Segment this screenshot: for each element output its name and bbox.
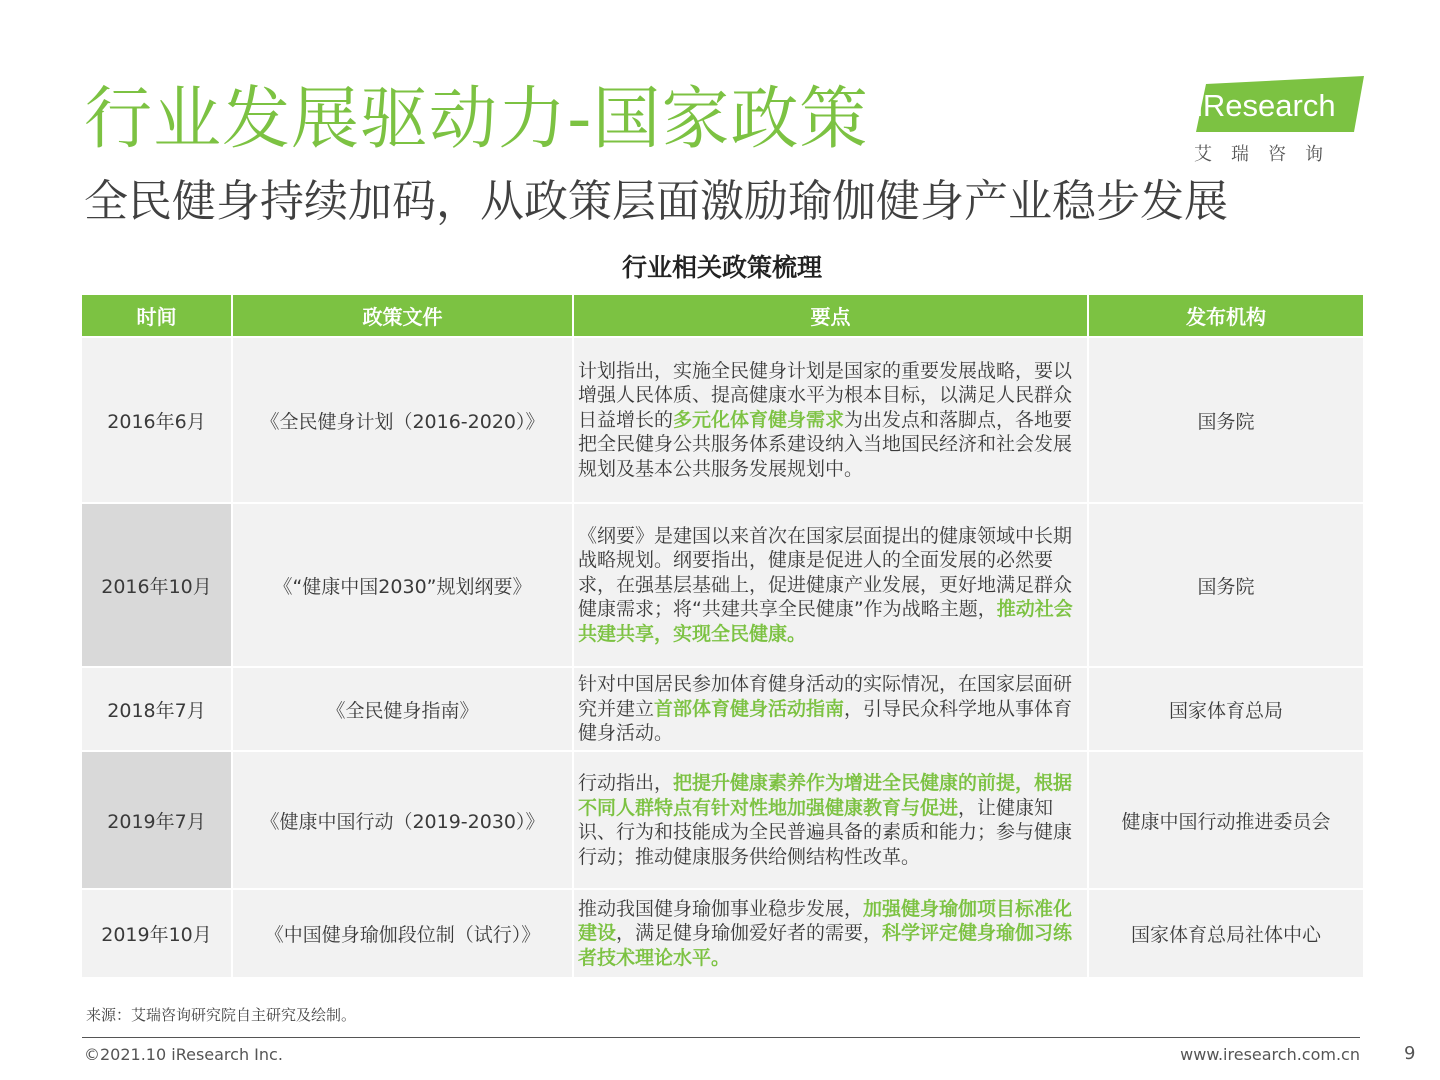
cell-time: 2018年7月 <box>82 667 232 751</box>
point-text: 《纲要》是建国以来首次在国家层面提出的健康领域中长期战略规划。纲要指出，健康是促进人的全面发展的必然要求，在强基层基础上，促进健康产业发展，更好地满足群众健康需求；将“共建共享全民健康”作为战略主题， <box>578 524 1073 621</box>
cell-time: 2019年7月 <box>82 751 232 889</box>
logo-subtext: 艾瑞咨询 <box>1194 144 1342 165</box>
highlight-text: 科学评定健身瑜伽习练者技术理论水平。 <box>578 922 1073 969</box>
cell-time: 2016年6月 <box>82 337 232 503</box>
cell-time: 2019年10月 <box>82 889 232 977</box>
point-text: 推动我国健身瑜伽事业稳步发展， <box>578 897 864 920</box>
table-row <box>82 889 1363 977</box>
header-document: 政策文件 <box>232 295 573 337</box>
point-text: 针对中国居民参加体育健身活动的实际情况，在国家层面研究并建立 <box>578 673 1073 720</box>
highlight-text: 首部体育健身活动指南 <box>654 697 845 720</box>
copyright: ©2021.10 iResearch Inc. <box>84 1045 283 1064</box>
cell-document: 《全民健身计划（2016-2020）》 <box>232 337 573 503</box>
iresearch-logo <box>1192 74 1368 164</box>
highlight-text: 把提升健康素养作为增进全民健康的前提，根据不同人群特点有针对性地加强健康教育与促进 <box>578 772 1073 819</box>
cell-agency: 国家体育总局 <box>1088 667 1363 751</box>
cell-agency: 国家体育总局社体中心 <box>1088 889 1363 977</box>
table-header-row <box>82 295 1363 337</box>
table-row <box>82 667 1363 751</box>
page-number: 9 <box>1404 1043 1416 1064</box>
table-title: 行业相关政策梳理 <box>621 253 822 282</box>
header-time: 时间 <box>82 295 232 337</box>
cell-document: 《“健康中国2030”规划纲要》 <box>232 503 573 667</box>
footer-divider <box>82 1037 1360 1038</box>
table-row <box>82 503 1363 667</box>
cell-points <box>573 337 1088 503</box>
point-text: ，引导民众科学地从事体育健身活动。 <box>578 697 1073 745</box>
highlight-text: 多元化体育健身需求 <box>673 408 845 431</box>
point-text: ，让健康知识、行为和技能成为全民普遍具备的素质和能力；参与健康行动；推动健康服务供给侧结构性改革。 <box>578 796 1073 868</box>
page-title: 行业发展驱动力-国家政策 <box>84 80 869 159</box>
point-text: 行动指出， <box>578 772 674 794</box>
logo-text: iResearch <box>1196 88 1336 123</box>
cell-document: 《全民健身指南》 <box>232 667 573 751</box>
table-row <box>82 751 1363 889</box>
highlight-text: 推动社会共建共享，实现全民健康。 <box>578 598 1073 645</box>
policy-table <box>82 295 1363 977</box>
cell-agency: 健康中国行动推进委员会 <box>1088 751 1363 889</box>
source-note: 来源：艾瑞咨询研究院自主研究及绘制。 <box>86 1006 357 1024</box>
cell-points <box>573 751 1088 889</box>
table-row <box>82 337 1363 503</box>
point-text: ，满足健身瑜伽爱好者的需要， <box>616 922 883 945</box>
website-url: www.iresearch.com.cn <box>1180 1045 1360 1064</box>
cell-time: 2016年10月 <box>82 503 232 667</box>
header-points: 要点 <box>573 295 1088 337</box>
point-text: 计划指出，实施全民健身计划是国家的重要发展战略，要以增强人民体质、提高健康水平为根本目标，以满足人民群众日益增长的 <box>578 359 1073 431</box>
cell-agency: 国务院 <box>1088 503 1363 667</box>
cell-agency: 国务院 <box>1088 337 1363 503</box>
cell-points <box>573 889 1088 977</box>
cell-points <box>573 667 1088 751</box>
header-agency: 发布机构 <box>1088 295 1363 337</box>
page-subtitle: 全民健身持续加码，从政策层面激励瑜伽健身产业稳步发展 <box>84 176 1228 227</box>
point-text: 为出发点和落脚点，各地要把全民健身公共服务体系建设纳入当地国民经济和社会发展规划及基本公共服务发展规划中。 <box>578 408 1073 480</box>
cell-points <box>573 503 1088 667</box>
cell-document: 《中国健身瑜伽段位制（试行）》 <box>232 889 573 977</box>
highlight-text: 加强健身瑜伽项目标准化建设 <box>578 897 1073 945</box>
cell-document: 《健康中国行动（2019-2030）》 <box>232 751 573 889</box>
